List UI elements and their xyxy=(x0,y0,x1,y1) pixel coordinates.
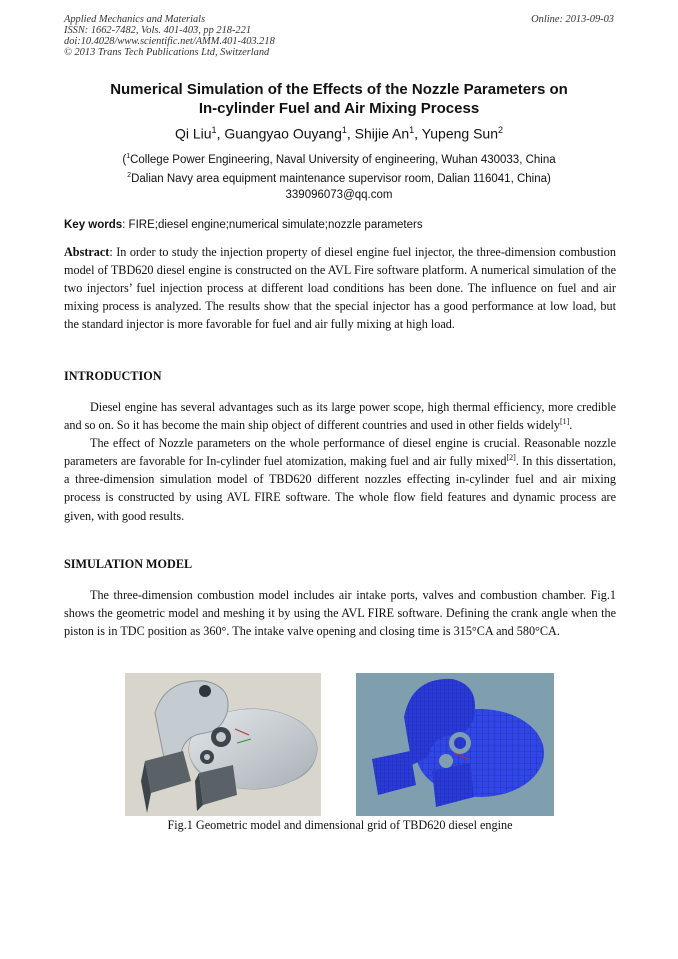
journal-name: Applied Mechanics and Materials xyxy=(64,14,206,25)
author-sup: 2 xyxy=(498,125,504,135)
author-name: Qi Liu xyxy=(174,125,212,142)
affiliation-1: ($^1$College Power Engineering, Naval University of engineering, Wuhan 430033, China xyxy=(122,153,556,166)
citation: [2] xyxy=(506,453,516,463)
keywords-label: Key words xyxy=(64,219,123,231)
author-sup: 1 xyxy=(409,125,415,135)
author-sup: 1 xyxy=(341,125,347,135)
abstract xyxy=(64,243,616,333)
paragraph: Diesel engine has several advantages such as its large power scope, high thermal efficiency, more credible and so on. So it has become the main ship object of different countries and used in other fields widely[1]. xyxy=(64,400,616,433)
author-name: Shijie An xyxy=(354,125,410,142)
simulation-body xyxy=(64,586,616,640)
section-heading-introduction: INTRODUCTION xyxy=(64,369,162,383)
abstract-label: Abstract xyxy=(64,245,110,259)
copyright-line: © 2013 Trans Tech Publications Ltd, Switzerland xyxy=(64,47,270,58)
author-sup: 1 xyxy=(211,125,217,135)
title-line-1: Numerical Simulation of the Effects of the Nozzle Parameters on xyxy=(110,81,568,98)
engine-geometry-illustration xyxy=(125,673,321,816)
engine-mesh-illustration xyxy=(356,673,554,816)
introduction-body xyxy=(64,398,616,525)
issn-line: ISSN: 1662-7482, Vols. 401-403, pp 218-221 xyxy=(64,25,252,36)
section-heading-simulation-model: SIMULATION MODEL xyxy=(64,557,193,571)
author-list: Qi Liu$^1$, Guangyao Ouyang$^1$, Shijie An$^1$, Yupeng Sun$^2$ xyxy=(174,125,504,142)
abstract-text: : In order to study the injection property of diesel engine fuel injector, the three-dimension combustion model of TBD620 diesel engine is constructed on the AVL Fire software platform. A numerical simulation of the two injectors’ fuel injection process at different load conditions has been done. The influence on fuel and air mixing process is analyzed. The results show that the special injector has a good performance at low load, but the standard injector is more favorable for fuel and air fully mixing at high load. xyxy=(64,245,616,332)
keywords xyxy=(64,218,616,233)
affiliations xyxy=(40,149,638,203)
keywords-text: : FIRE;diesel engine;numerical simulate;nozzle parameters xyxy=(122,219,423,231)
doi-line: doi:10.4028/www.scientific.net/AMM.401-403.218 xyxy=(64,36,275,47)
contact-email: 339096073@qq.com xyxy=(285,188,393,201)
citation: [1] xyxy=(559,417,570,427)
author-name: Guangyao Ouyang xyxy=(224,125,342,142)
journal-header xyxy=(64,14,275,58)
online-date: Online: 2013-09-03 xyxy=(531,14,614,25)
figure-caption: Fig.1 Geometric model and dimensional grid of TBD620 diesel engine xyxy=(167,818,513,832)
paragraph: The three-dimension combustion model includes air intake ports, valves and combustion chamber. Fig.1 shows the geometric model and meshing it by using the AVL FIRE software. Defining the crank angle when the piston is in TDC position as 360°. The intake valve opening and closing time is 315°CA and 580°CA. xyxy=(64,588,616,639)
affiliation-2: $^2$Dalian Navy area equipment maintenance supervisor room, Dalian 116041, China) xyxy=(127,171,551,185)
paper-title xyxy=(40,80,638,118)
figure-dimensional-grid xyxy=(356,673,554,816)
paragraph: The effect of Nozzle parameters on the whole performance of diesel engine is crucial. Reasonable nozzle parameters are favorable for In-cylinder fuel atomization, making fuel and air fully mixed[2]. In this dissertation, a three-dimension simulation model of TBD620 different nozzles effecting in-cylinder fuel and air mixing process is constructed by using AVL FIRE software. The whole flow field features and dynamic process are given, with good results. xyxy=(64,436,616,523)
author-name: Yupeng Sun xyxy=(421,125,498,142)
figure-geometric-model xyxy=(125,673,321,816)
title-line-2: In-cylinder Fuel and Air Mixing Process xyxy=(198,100,480,117)
